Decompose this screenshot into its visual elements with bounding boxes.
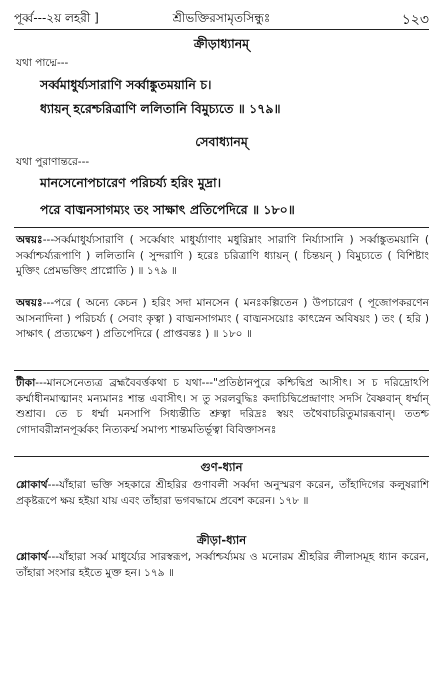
anvaya-180 <box>16 296 429 343</box>
header-chapter: পূর্ব্ব---২য় লহরী ] <box>14 11 99 25</box>
page-number: ১২৩ <box>401 12 429 28</box>
section-title-krida: ক্রীড়াধ্যানম্ <box>193 36 250 51</box>
header-book-title: শ্রীভক্তিরসামৃতসিন্ধুঃ <box>172 11 271 25</box>
translation-divider <box>14 456 429 457</box>
anvaya-label: অন্বয়ঃ <box>16 234 43 246</box>
verse-180-line1: মানসেনোপচারেণ পরিচর্য্য হরিং মুদ্রা। <box>40 175 222 190</box>
tika-commentary <box>16 376 429 438</box>
shlokartha-text: ---যাঁহারা সর্ব্ব মাধুর্য্যের সারস্বরূপ, সর্ব্বাশ্চর্য্যময় ও মনোরম শ্রীহরির লীলাসমূহ ধ্যান করেন, তাঁহারা সংসার হইতে মুক্ত হন। ১৭৯ ॥ <box>16 551 429 579</box>
page-header <box>14 6 429 26</box>
verse-179-line2: ধ্যায়ন্ হরেশ্চরিত্রাণি ললিতানি বিমুচ্যতে ॥ ১৭৯॥ <box>40 101 281 116</box>
tika-text: ---মানসেনেত্যত্র ব্রহ্মবৈবর্ত্তকথা চ যথা---"প্রতিষ্ঠানপুরে কশ্চিদ্বিপ্র আসীৎ। স চ দরিদ্রোঽপি কর্ম্মাধীনমাত্মানং মন্যমানঃ শান্ত এবাসীৎ। স তু সরলবুদ্ধিঃ কদাচিদ্বিপ্রেন্দ্রাণাং সদসি বৈষ্ণবান্ ধর্ম্মান্ শুশ্রাব। তে চ ধর্ম্মা মনসাপি সিধ্যন্তীতি শ্রুত্বা দরিদ্রঃ স্বয়ং তথৈবাচরিতুমারব্ধবান্। ততশ্চ গোদাবরীস্নানপূর্ব্বকং নিত্যকর্ম্ম সমাপ্য শান্তমতির্ভূত্বা বিবিক্তাসনঃ <box>16 377 429 436</box>
anvaya-179 <box>16 233 429 280</box>
translation-178 <box>16 478 429 509</box>
shlokartha-label: শ্লোকার্থ <box>16 551 48 563</box>
source-padma: যথা পাদ্মে--- <box>16 57 69 69</box>
anvaya-label: অন্বয়ঃ <box>16 297 43 309</box>
shlokartha-label: শ্লোকার্থ <box>16 479 48 491</box>
subtitle-guna-dhyana: গুণ-ধ্যান <box>200 460 243 474</box>
verse-179-line1: সর্ব্বমাধুর্য্যসারাণি সর্ব্বাঙ্কুতময়ানি চ। <box>40 77 212 92</box>
section-divider <box>14 227 429 228</box>
source-puranantara: যথা পুরাণান্তরে--- <box>16 156 90 168</box>
subtitle-krida-dhyana: ক্রীড়া-ধ্যান <box>196 533 247 547</box>
verse-180-line2: পরে বাঙ্মনসাগম্যং তং সাক্ষাৎ প্রতিপেদিরে ॥ ১৮০॥ <box>40 202 295 217</box>
anvaya-text: ---পরে ( অন্যে কেচন ) হরিং সদা মানসেন ( মনঃকল্পিতেন ) উপচারেণ ( পূজোপকরণেন আসনাদিনা ) পরিচর্য্য ( সেবাং কৃত্বা ) বাঙ্মনসাগম্যং ( বাঙ্মনসয়োঃ কাৎস্নেন অবিষয়ং ) তং ( হরি ) সাক্ষাৎ ( প্রত্যক্ষেণ ) প্রতিপেদিরে ( প্রাপ্তবন্তঃ ) ॥ ১৮০ ॥ <box>16 297 429 341</box>
section-title-seva: সেবাধ্যানম্ <box>195 134 248 149</box>
shlokartha-text: ---যাঁহারা ভক্তি সহকারে শ্রীহরির গুণাবলী সর্ব্বদা অনুস্মরণ করেন, তাঁহাদিগের কলুষরাশি প্রকৃষ্টরূপে ক্ষয় হইয়া যায় এবং তাঁহারা ভগবদ্ধামে প্রবেশ করেন। ১৭৮ ॥ <box>16 479 429 507</box>
translation-179 <box>16 550 429 581</box>
anvaya-text: ---সর্ব্বমাধুর্য্যসারাণি ( সর্ব্বেষাং মাধুর্য্যাণাং মধুরিম্নাং সারাণি নির্য্যাসানি ) সর্ব্বাঙ্কুতময়ানি ( সর্ব্বাশ্চর্য্যরূপাণি ) ললিতানি ( সুন্দরাণি ) হরেঃ চরিত্রাণি ধ্যায়ন্ ( চিন্তয়ন্ ) বিমুচ্যতে ( বিশিষ্টাং মুক্তিং প্রেমভক্তিং প্রাপ্নোতি ) ॥ ১৭৯ ॥ <box>16 234 429 278</box>
header-rule <box>14 29 429 30</box>
tika-label: টীকা <box>16 377 36 389</box>
commentary-divider <box>14 370 429 371</box>
